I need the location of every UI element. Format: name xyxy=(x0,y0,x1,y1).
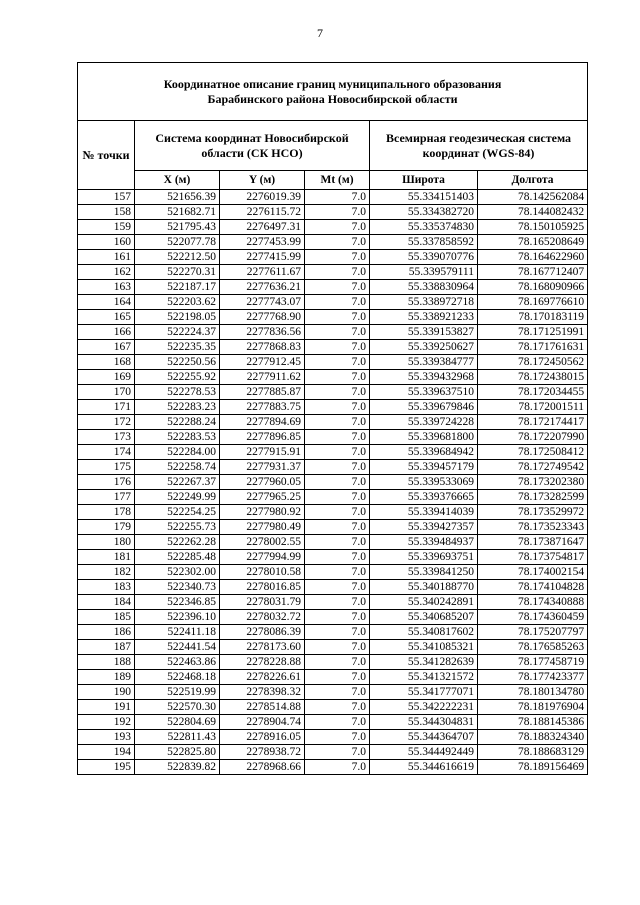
latitude-cell: 55.338921233 xyxy=(370,310,478,325)
page-number: 7 xyxy=(317,26,323,40)
mt-cell: 7.0 xyxy=(305,580,370,595)
longitude-cell: 78.172174417 xyxy=(478,415,588,430)
x-cell: 522198.05 xyxy=(135,310,220,325)
mt-cell: 7.0 xyxy=(305,235,370,250)
y-cell: 2276497.31 xyxy=(220,220,305,235)
latitude-cell: 55.339681800 xyxy=(370,430,478,445)
longitude-cell: 78.164622960 xyxy=(478,250,588,265)
mt-cell: 7.0 xyxy=(305,400,370,415)
latitude-cell: 55.339484937 xyxy=(370,535,478,550)
longitude-cell: 78.173529972 xyxy=(478,505,588,520)
latitude-cell: 55.339414039 xyxy=(370,505,478,520)
point-no-cell: 188 xyxy=(78,655,135,670)
y-cell: 2277636.21 xyxy=(220,280,305,295)
x-cell: 522254.25 xyxy=(135,505,220,520)
mt-cell: 7.0 xyxy=(305,190,370,205)
y-cell: 2277965.25 xyxy=(220,490,305,505)
latitude-cell: 55.339427357 xyxy=(370,520,478,535)
latitude-cell: 55.339070776 xyxy=(370,250,478,265)
point-no-cell: 171 xyxy=(78,400,135,415)
latitude-cell: 55.334151403 xyxy=(370,190,478,205)
table-row xyxy=(78,325,588,340)
mt-cell: 7.0 xyxy=(305,640,370,655)
mt-cell: 7.0 xyxy=(305,535,370,550)
mt-cell: 7.0 xyxy=(305,490,370,505)
table-row xyxy=(78,310,588,325)
x-cell: 522270.31 xyxy=(135,265,220,280)
y-cell: 2277611.67 xyxy=(220,265,305,280)
mt-cell: 7.0 xyxy=(305,370,370,385)
x-cell: 522187.17 xyxy=(135,280,220,295)
mt-cell: 7.0 xyxy=(305,550,370,565)
mt-cell: 7.0 xyxy=(305,280,370,295)
longitude-cell: 78.174360459 xyxy=(478,610,588,625)
point-no-cell: 181 xyxy=(78,550,135,565)
latitude-cell: 55.339724228 xyxy=(370,415,478,430)
y-cell: 2278173.60 xyxy=(220,640,305,655)
x-cell: 522203.62 xyxy=(135,295,220,310)
longitude-cell: 78.172749542 xyxy=(478,460,588,475)
point-no-cell: 173 xyxy=(78,430,135,445)
table-row xyxy=(78,730,588,745)
mt-cell: 7.0 xyxy=(305,460,370,475)
x-cell: 522340.73 xyxy=(135,580,220,595)
latitude-cell: 55.339384777 xyxy=(370,355,478,370)
x-cell: 522258.74 xyxy=(135,460,220,475)
latitude-cell: 55.339841250 xyxy=(370,565,478,580)
table-row xyxy=(78,190,588,205)
mt-cell: 7.0 xyxy=(305,340,370,355)
x-cell: 522288.24 xyxy=(135,415,220,430)
longitude-cell: 78.175207797 xyxy=(478,625,588,640)
latitude-cell: 55.344304831 xyxy=(370,715,478,730)
latitude-cell: 55.344492449 xyxy=(370,745,478,760)
table-row xyxy=(78,685,588,700)
mt-cell: 7.0 xyxy=(305,265,370,280)
latitude-cell: 55.340817602 xyxy=(370,625,478,640)
y-cell: 2276019.39 xyxy=(220,190,305,205)
x-cell: 522285.48 xyxy=(135,550,220,565)
x-cell: 522396.10 xyxy=(135,610,220,625)
point-no-cell: 192 xyxy=(78,715,135,730)
table-row xyxy=(78,535,588,550)
table-row xyxy=(78,760,588,775)
header-system-nso: Система координат Новосибирской области (СК НСО) xyxy=(135,121,370,171)
y-cell: 2277836.56 xyxy=(220,325,305,340)
point-no-cell: 159 xyxy=(78,220,135,235)
mt-cell: 7.0 xyxy=(305,355,370,370)
mt-cell: 7.0 xyxy=(305,625,370,640)
y-cell: 2277960.05 xyxy=(220,475,305,490)
latitude-cell: 55.339533069 xyxy=(370,475,478,490)
table-row xyxy=(78,235,588,250)
point-no-cell: 158 xyxy=(78,205,135,220)
table-row xyxy=(78,250,588,265)
point-no-cell: 184 xyxy=(78,595,135,610)
y-cell: 2277894.69 xyxy=(220,415,305,430)
point-no-cell: 160 xyxy=(78,235,135,250)
mt-cell: 7.0 xyxy=(305,685,370,700)
y-cell: 2278916.05 xyxy=(220,730,305,745)
table-row xyxy=(78,445,588,460)
x-cell: 522255.92 xyxy=(135,370,220,385)
y-cell: 2278032.72 xyxy=(220,610,305,625)
longitude-cell: 78.174104828 xyxy=(478,580,588,595)
y-cell: 2278031.79 xyxy=(220,595,305,610)
point-no-cell: 187 xyxy=(78,640,135,655)
table-row xyxy=(78,550,588,565)
x-cell: 522278.53 xyxy=(135,385,220,400)
point-no-cell: 186 xyxy=(78,625,135,640)
x-cell: 522804.69 xyxy=(135,715,220,730)
table-row xyxy=(78,295,588,310)
latitude-cell: 55.339693751 xyxy=(370,550,478,565)
x-cell: 522283.53 xyxy=(135,430,220,445)
header-y: Y (м) xyxy=(220,171,305,190)
x-cell: 522825.80 xyxy=(135,745,220,760)
table-row xyxy=(78,520,588,535)
x-cell: 521656.39 xyxy=(135,190,220,205)
longitude-cell: 78.180134780 xyxy=(478,685,588,700)
longitude-cell: 78.172001511 xyxy=(478,400,588,415)
point-no-cell: 180 xyxy=(78,535,135,550)
table-title xyxy=(78,63,588,121)
latitude-cell: 55.339432968 xyxy=(370,370,478,385)
point-no-cell: 166 xyxy=(78,325,135,340)
latitude-cell: 55.334382720 xyxy=(370,205,478,220)
latitude-cell: 55.338972718 xyxy=(370,295,478,310)
title-line-1: Координатное описание границ муниципального образования xyxy=(163,76,502,91)
x-cell: 522255.73 xyxy=(135,520,220,535)
x-cell: 522570.30 xyxy=(135,700,220,715)
y-cell: 2278938.72 xyxy=(220,745,305,760)
y-cell: 2278228.88 xyxy=(220,655,305,670)
x-cell: 522839.82 xyxy=(135,760,220,775)
latitude-cell: 55.339457179 xyxy=(370,460,478,475)
longitude-cell: 78.170183119 xyxy=(478,310,588,325)
latitude-cell: 55.342222231 xyxy=(370,700,478,715)
table-row xyxy=(78,265,588,280)
mt-cell: 7.0 xyxy=(305,415,370,430)
point-no-cell: 191 xyxy=(78,700,135,715)
y-cell: 2278086.39 xyxy=(220,625,305,640)
y-cell: 2277743.07 xyxy=(220,295,305,310)
x-cell: 522468.18 xyxy=(135,670,220,685)
latitude-cell: 55.339679846 xyxy=(370,400,478,415)
longitude-cell: 78.177423377 xyxy=(478,670,588,685)
latitude-cell: 55.341282639 xyxy=(370,655,478,670)
point-no-cell: 176 xyxy=(78,475,135,490)
mt-cell: 7.0 xyxy=(305,310,370,325)
latitude-cell: 55.341321572 xyxy=(370,670,478,685)
table-row xyxy=(78,565,588,580)
y-cell: 2278514.88 xyxy=(220,700,305,715)
y-cell: 2277980.49 xyxy=(220,520,305,535)
mt-cell: 7.0 xyxy=(305,505,370,520)
point-no-cell: 167 xyxy=(78,340,135,355)
point-no-cell: 189 xyxy=(78,670,135,685)
mt-cell: 7.0 xyxy=(305,655,370,670)
longitude-cell: 78.188324340 xyxy=(478,730,588,745)
mt-cell: 7.0 xyxy=(305,430,370,445)
table-row xyxy=(78,280,588,295)
x-cell: 522262.28 xyxy=(135,535,220,550)
point-no-cell: 169 xyxy=(78,370,135,385)
header-system-wgs: Всемирная геодезическая система координат (WGS-84) xyxy=(370,121,588,171)
point-no-cell: 168 xyxy=(78,355,135,370)
longitude-cell: 78.172034455 xyxy=(478,385,588,400)
point-no-cell: 174 xyxy=(78,445,135,460)
x-cell: 522267.37 xyxy=(135,475,220,490)
longitude-cell: 78.167712407 xyxy=(478,265,588,280)
y-cell: 2277980.92 xyxy=(220,505,305,520)
table-row xyxy=(78,355,588,370)
x-cell: 522811.43 xyxy=(135,730,220,745)
point-no-cell: 175 xyxy=(78,460,135,475)
x-cell: 522441.54 xyxy=(135,640,220,655)
title-line-2: Барабинского района Новосибирской области xyxy=(207,91,458,106)
longitude-cell: 78.181976904 xyxy=(478,700,588,715)
y-cell: 2277994.99 xyxy=(220,550,305,565)
y-cell: 2277911.62 xyxy=(220,370,305,385)
table-row xyxy=(78,700,588,715)
x-cell: 522346.85 xyxy=(135,595,220,610)
longitude-cell: 78.171251991 xyxy=(478,325,588,340)
longitude-cell: 78.173282599 xyxy=(478,490,588,505)
mt-cell: 7.0 xyxy=(305,745,370,760)
x-cell: 522249.99 xyxy=(135,490,220,505)
longitude-cell: 78.188683129 xyxy=(478,745,588,760)
mt-cell: 7.0 xyxy=(305,295,370,310)
point-no-cell: 172 xyxy=(78,415,135,430)
y-cell: 2278904.74 xyxy=(220,715,305,730)
table-row xyxy=(78,745,588,760)
latitude-cell: 55.341085321 xyxy=(370,640,478,655)
header-longitude: Долгота xyxy=(478,171,588,190)
longitude-cell: 78.173754817 xyxy=(478,550,588,565)
table-row xyxy=(78,655,588,670)
y-cell: 2277931.37 xyxy=(220,460,305,475)
x-cell: 522250.56 xyxy=(135,355,220,370)
point-no-cell: 165 xyxy=(78,310,135,325)
y-cell: 2277915.91 xyxy=(220,445,305,460)
mt-cell: 7.0 xyxy=(305,610,370,625)
x-cell: 522463.86 xyxy=(135,655,220,670)
latitude-cell: 55.341777071 xyxy=(370,685,478,700)
table-row xyxy=(78,715,588,730)
y-cell: 2278398.32 xyxy=(220,685,305,700)
y-cell: 2277896.85 xyxy=(220,430,305,445)
latitude-cell: 55.339579111 xyxy=(370,265,478,280)
y-cell: 2278226.61 xyxy=(220,670,305,685)
longitude-cell: 78.172207990 xyxy=(478,430,588,445)
y-cell: 2277453.99 xyxy=(220,235,305,250)
y-cell: 2278016.85 xyxy=(220,580,305,595)
y-cell: 2277912.45 xyxy=(220,355,305,370)
x-cell: 521682.71 xyxy=(135,205,220,220)
coordinates-table xyxy=(77,62,588,775)
longitude-cell: 78.177458719 xyxy=(478,655,588,670)
point-no-cell: 185 xyxy=(78,610,135,625)
longitude-cell: 78.173202380 xyxy=(478,475,588,490)
point-no-cell: 163 xyxy=(78,280,135,295)
mt-cell: 7.0 xyxy=(305,565,370,580)
table-row xyxy=(78,370,588,385)
x-cell: 522077.78 xyxy=(135,235,220,250)
longitude-cell: 78.142562084 xyxy=(478,190,588,205)
table-row xyxy=(78,205,588,220)
point-no-cell: 194 xyxy=(78,745,135,760)
x-cell: 522224.37 xyxy=(135,325,220,340)
latitude-cell: 55.339637510 xyxy=(370,385,478,400)
longitude-cell: 78.150105925 xyxy=(478,220,588,235)
x-cell: 522212.50 xyxy=(135,250,220,265)
point-no-cell: 162 xyxy=(78,265,135,280)
mt-cell: 7.0 xyxy=(305,250,370,265)
x-cell: 521795.43 xyxy=(135,220,220,235)
table-row xyxy=(78,670,588,685)
longitude-cell: 78.171761631 xyxy=(478,340,588,355)
longitude-cell: 78.165208649 xyxy=(478,235,588,250)
longitude-cell: 78.172450562 xyxy=(478,355,588,370)
point-no-cell: 170 xyxy=(78,385,135,400)
table-row xyxy=(78,595,588,610)
longitude-cell: 78.173523343 xyxy=(478,520,588,535)
mt-cell: 7.0 xyxy=(305,445,370,460)
mt-cell: 7.0 xyxy=(305,205,370,220)
header-x: X (м) xyxy=(135,171,220,190)
longitude-cell: 78.169776610 xyxy=(478,295,588,310)
table-row xyxy=(78,460,588,475)
latitude-cell: 55.338830964 xyxy=(370,280,478,295)
y-cell: 2277885.87 xyxy=(220,385,305,400)
x-cell: 522302.00 xyxy=(135,565,220,580)
point-no-cell: 157 xyxy=(78,190,135,205)
table-row xyxy=(78,415,588,430)
longitude-cell: 78.188145386 xyxy=(478,715,588,730)
latitude-cell: 55.340188770 xyxy=(370,580,478,595)
mt-cell: 7.0 xyxy=(305,520,370,535)
latitude-cell: 55.339684942 xyxy=(370,445,478,460)
point-no-cell: 177 xyxy=(78,490,135,505)
x-cell: 522411.18 xyxy=(135,625,220,640)
point-no-cell: 195 xyxy=(78,760,135,775)
latitude-cell: 55.340242891 xyxy=(370,595,478,610)
mt-cell: 7.0 xyxy=(305,325,370,340)
longitude-cell: 78.173871647 xyxy=(478,535,588,550)
header-latitude: Широта xyxy=(370,171,478,190)
point-no-cell: 164 xyxy=(78,295,135,310)
table-row xyxy=(78,385,588,400)
mt-cell: 7.0 xyxy=(305,670,370,685)
point-no-cell: 179 xyxy=(78,520,135,535)
y-cell: 2277768.90 xyxy=(220,310,305,325)
mt-cell: 7.0 xyxy=(305,220,370,235)
header-mt: Mt (м) xyxy=(305,171,370,190)
table-row xyxy=(78,625,588,640)
table-row xyxy=(78,220,588,235)
table-row xyxy=(78,400,588,415)
latitude-cell: 55.339250627 xyxy=(370,340,478,355)
latitude-cell: 55.339376665 xyxy=(370,490,478,505)
y-cell: 2278002.55 xyxy=(220,535,305,550)
longitude-cell: 78.144082432 xyxy=(478,205,588,220)
x-cell: 522283.23 xyxy=(135,400,220,415)
point-no-cell: 190 xyxy=(78,685,135,700)
longitude-cell: 78.176585263 xyxy=(478,640,588,655)
x-cell: 522284.00 xyxy=(135,445,220,460)
point-no-cell: 183 xyxy=(78,580,135,595)
y-cell: 2278968.66 xyxy=(220,760,305,775)
header-point-no: № точки xyxy=(78,121,135,190)
mt-cell: 7.0 xyxy=(305,475,370,490)
point-no-cell: 182 xyxy=(78,565,135,580)
table-row xyxy=(78,610,588,625)
latitude-cell: 55.337858592 xyxy=(370,235,478,250)
y-cell: 2277868.83 xyxy=(220,340,305,355)
latitude-cell: 55.340685207 xyxy=(370,610,478,625)
longitude-cell: 78.172508412 xyxy=(478,445,588,460)
point-no-cell: 193 xyxy=(78,730,135,745)
x-cell: 522519.99 xyxy=(135,685,220,700)
y-cell: 2277415.99 xyxy=(220,250,305,265)
mt-cell: 7.0 xyxy=(305,730,370,745)
longitude-cell: 78.174340888 xyxy=(478,595,588,610)
longitude-cell: 78.168090966 xyxy=(478,280,588,295)
mt-cell: 7.0 xyxy=(305,715,370,730)
mt-cell: 7.0 xyxy=(305,760,370,775)
table-row xyxy=(78,340,588,355)
longitude-cell: 78.172438015 xyxy=(478,370,588,385)
latitude-cell: 55.344364707 xyxy=(370,730,478,745)
mt-cell: 7.0 xyxy=(305,700,370,715)
latitude-cell: 55.344616619 xyxy=(370,760,478,775)
mt-cell: 7.0 xyxy=(305,595,370,610)
table-row xyxy=(78,430,588,445)
mt-cell: 7.0 xyxy=(305,385,370,400)
latitude-cell: 55.335374830 xyxy=(370,220,478,235)
longitude-cell: 78.189156469 xyxy=(478,760,588,775)
y-cell: 2277883.75 xyxy=(220,400,305,415)
table-row xyxy=(78,580,588,595)
y-cell: 2276115.72 xyxy=(220,205,305,220)
table-row xyxy=(78,640,588,655)
y-cell: 2278010.58 xyxy=(220,565,305,580)
table-row xyxy=(78,505,588,520)
point-no-cell: 161 xyxy=(78,250,135,265)
latitude-cell: 55.339153827 xyxy=(370,325,478,340)
longitude-cell: 78.174002154 xyxy=(478,565,588,580)
x-cell: 522235.35 xyxy=(135,340,220,355)
table-row xyxy=(78,490,588,505)
table-row xyxy=(78,475,588,490)
point-no-cell: 178 xyxy=(78,505,135,520)
